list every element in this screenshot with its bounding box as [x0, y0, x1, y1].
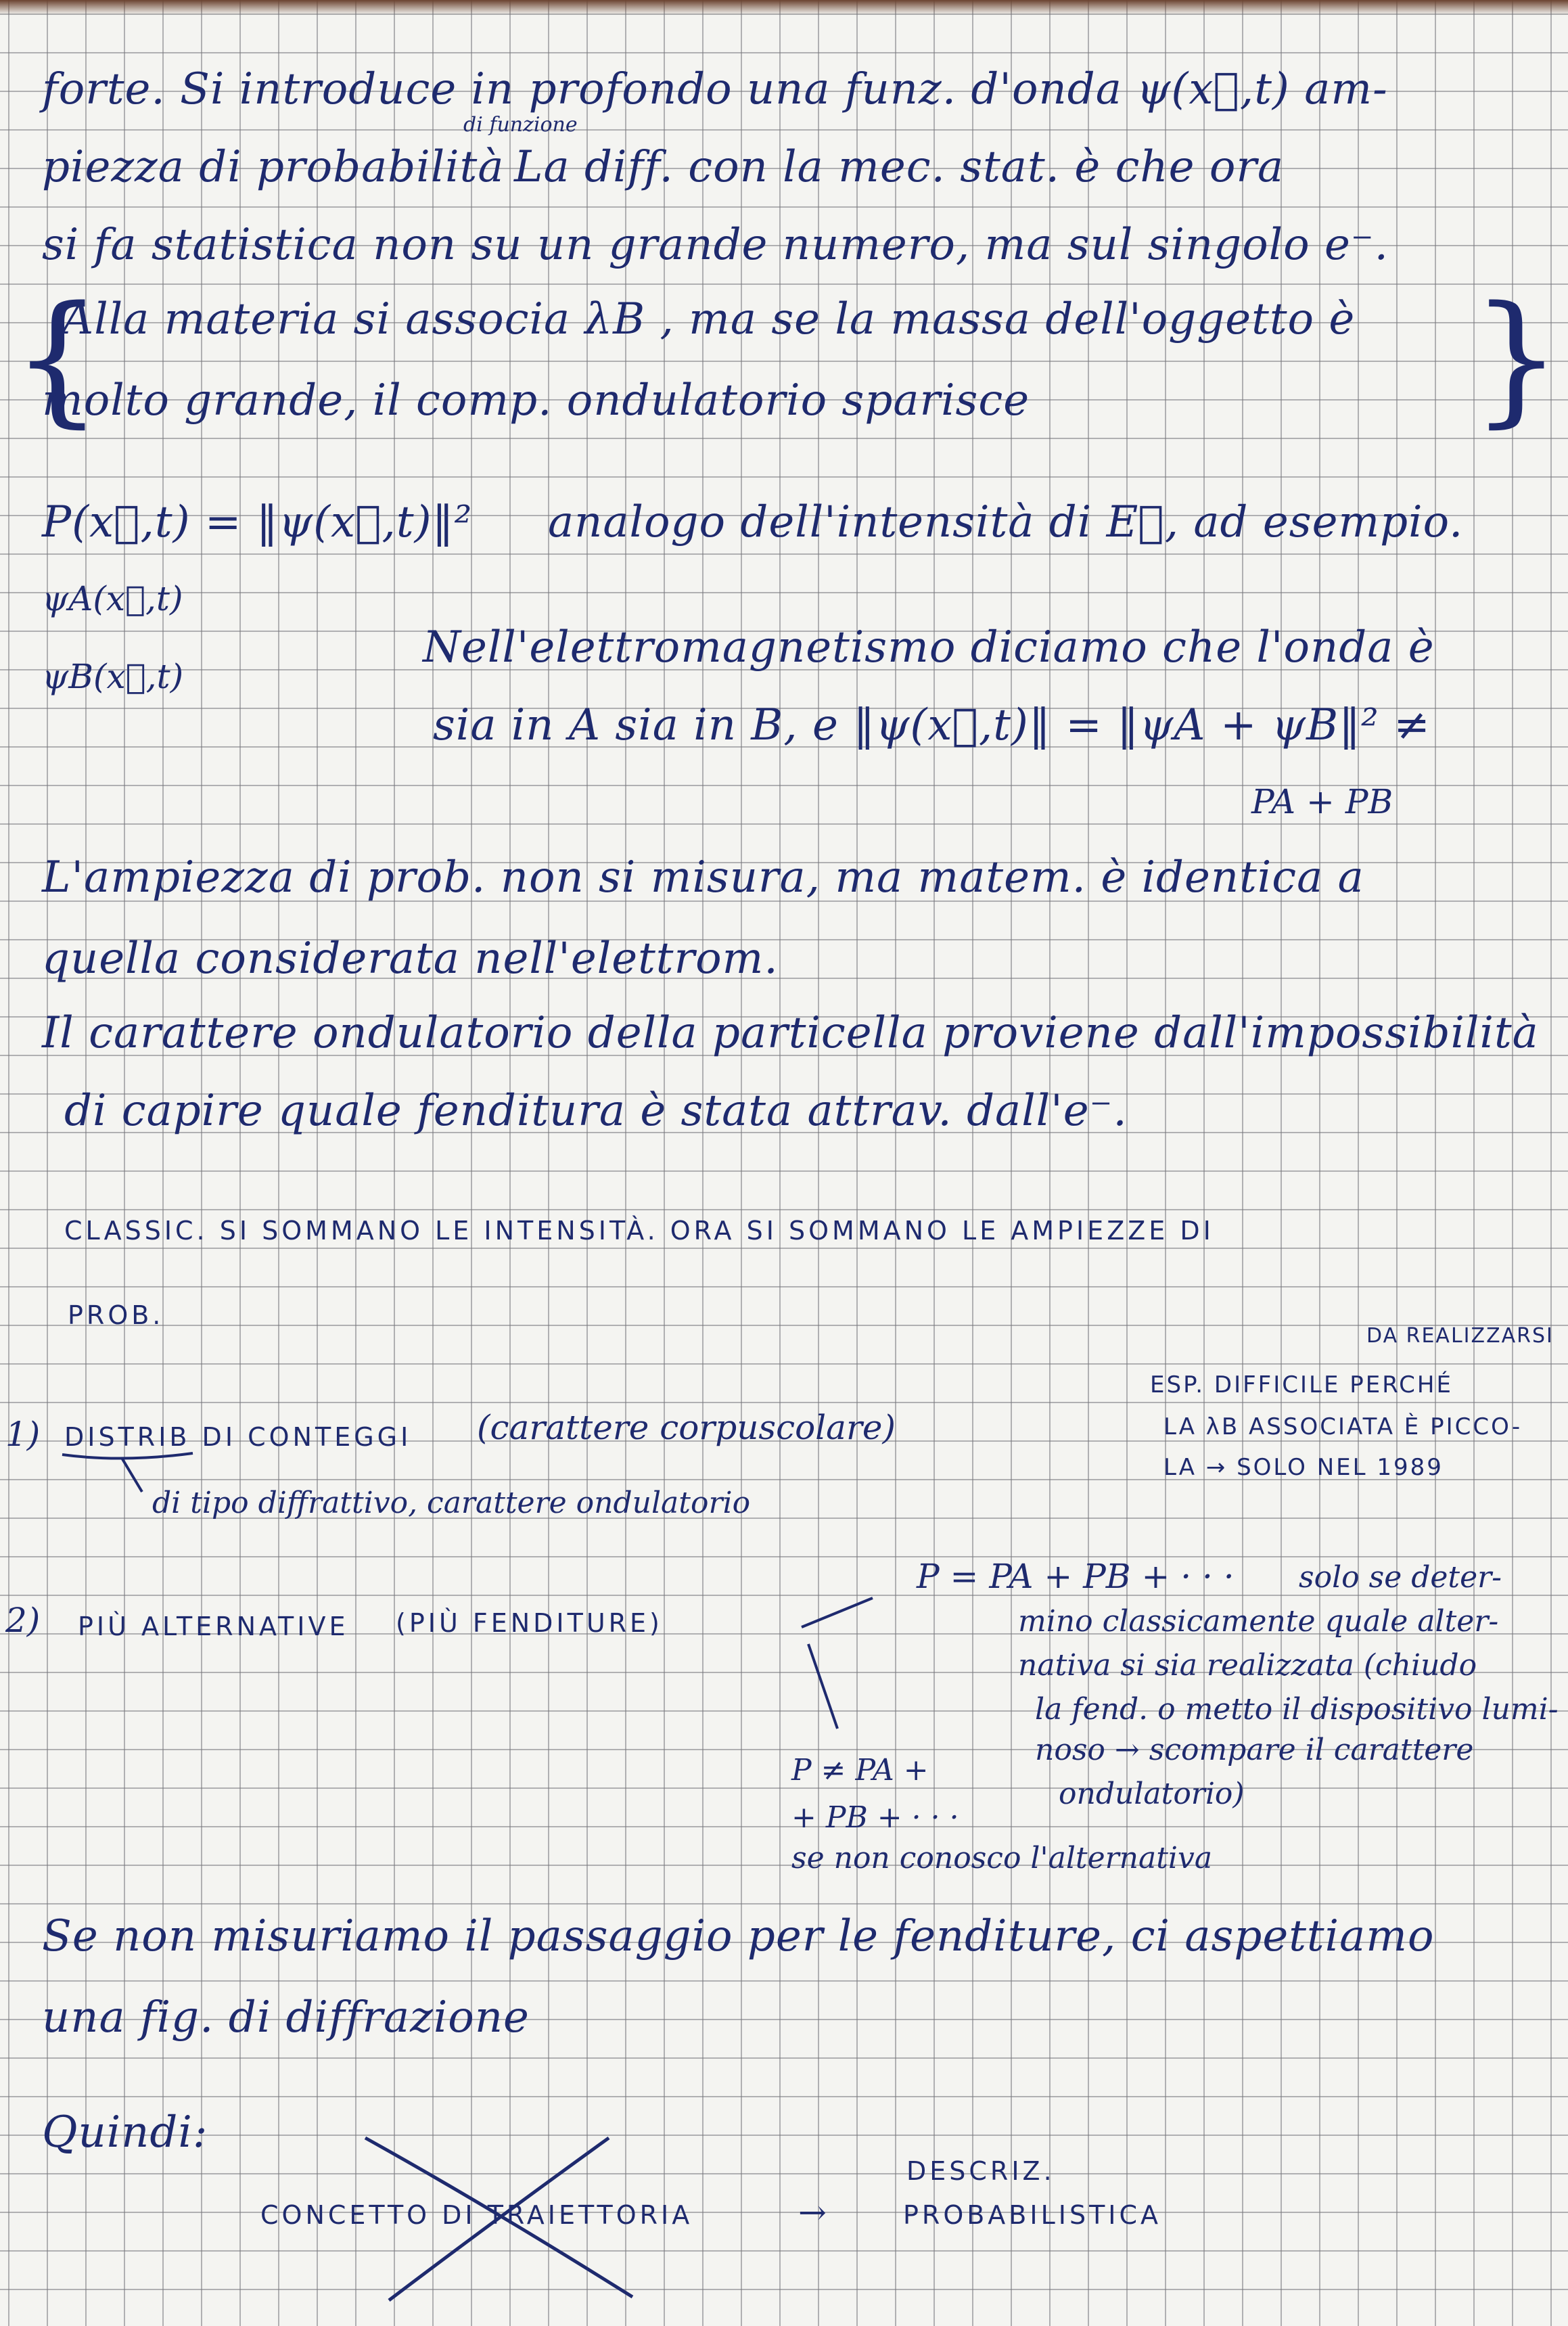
item-2-note: ondulatorio) — [1059, 1777, 1245, 1811]
probabilistic-description: PROBABILISTICA — [903, 2200, 1162, 2230]
trajectory-concept: CONCETTO DI TRAIETTORIA — [260, 2200, 693, 2230]
item-2-title: PIÙ ALTERNATIVE — [78, 1612, 349, 1641]
note-line: PA + PB — [1251, 782, 1393, 821]
side-note-top: DA REALIZZARSI — [1366, 1324, 1554, 1348]
note-line: Quindi: — [42, 2107, 208, 2158]
caps-line: PROB. — [68, 1300, 164, 1330]
item-2-note: solo se deter- — [1299, 1560, 1502, 1595]
probabilistic-description: DESCRIZ. — [906, 2156, 1055, 2186]
note-line: Nell'elettromagnetismo diciamo che l'onda è — [423, 622, 1435, 672]
note-superscript: di funzione — [463, 113, 578, 137]
note-line: molto grande, il comp. ondulatorio sparisce — [42, 375, 1030, 426]
item-1-title: DISTRIB DI CONTEGGI — [64, 1422, 412, 1452]
item-2-note: la fend. o metto il dispositivo lumi- — [1035, 1692, 1559, 1727]
item-number: 1) — [5, 1415, 41, 1454]
side-note-line: ESP. DIFFICILE PERCHÉ — [1150, 1371, 1453, 1398]
item-1-paren: (carattere corpuscolare) — [477, 1408, 896, 1447]
probability-equation: P(x⃗,t) = ‖ψ(x⃗,t)‖² — [42, 497, 473, 547]
underline-stroke — [62, 1453, 193, 1459]
item-number: 2) — [5, 1601, 41, 1640]
note-line: sia in A sia in B, e ‖ψ(x⃗,t)‖ = ‖ψA + ψB‖² ≠ — [433, 700, 1431, 750]
branch-stroke — [802, 1598, 873, 1627]
cross-out-stroke — [389, 2138, 609, 2300]
branch-stroke — [122, 1458, 142, 1492]
note-line: L'ampiezza di prob. non si misura, ma matem. è identica a — [42, 852, 1364, 903]
side-note-line: LA → SOLO NEL 1989 — [1163, 1454, 1444, 1481]
item-1-sub: di tipo diffrattivo, carattere ondulatorio — [152, 1486, 751, 1520]
item-2-neq: se non conosco l'alternativa — [791, 1841, 1213, 1875]
caps-line: CLASSIC. SI SOMMANO LE INTENSITÀ. ORA SI SOMMANO LE AMPIEZZE DI — [64, 1216, 1214, 1246]
note-line: La diff. con la mec. stat. è che ora — [514, 142, 1285, 192]
note-line: Alla materia si associa λB , ma se la massa dell'oggetto è — [62, 294, 1356, 344]
note-line: quella considerata nell'elettrom. — [42, 934, 779, 984]
item-2-paren: (PIÙ FENDITURE) — [396, 1608, 663, 1638]
branch-stroke — [808, 1644, 837, 1729]
note-line: Il carattere ondulatorio della particella proviene dall'impossibilità — [42, 1008, 1539, 1058]
note-line: di capire quale fenditura è stata attrav. dall'e⁻. — [64, 1086, 1128, 1136]
note-line: si fa statistica non su un grande numero, ma sul singolo e⁻. — [42, 220, 1389, 270]
right-brace: } — [1471, 275, 1562, 441]
left-brace: { — [12, 275, 103, 441]
note-line: analogo dell'intensità di E⃗, ad esempio. — [548, 497, 1464, 547]
note-line: piezza di probabilità — [42, 142, 505, 192]
psi-a-label: ψA(x⃗,t) — [42, 579, 183, 618]
note-line: Se non misuriamo il passaggio per le fenditure, ci aspettiamo — [42, 1911, 1435, 1961]
item-2-neq: + PB + · · · — [791, 1800, 959, 1835]
note-line: forte. Si introduce in profondo una funz. d'onda ψ(x⃗,t) am- — [42, 64, 1388, 114]
item-2-note: nativa si sia realizzata (chiudo — [1018, 1648, 1477, 1683]
item-2-note: noso → scompare il carattere — [1035, 1733, 1474, 1767]
item-2-note: mino classicamente quale alter- — [1018, 1604, 1499, 1639]
item-2-neq: P ≠ PA + — [791, 1753, 929, 1787]
item-2-equation: P = PA + PB + · · · — [917, 1557, 1235, 1596]
side-note-line: LA λB ASSOCIATA È PICCO- — [1163, 1413, 1523, 1440]
arrow: → — [798, 2193, 827, 2232]
note-line: una fig. di diffrazione — [42, 1992, 530, 2043]
psi-b-label: ψB(x⃗,t) — [42, 657, 184, 696]
